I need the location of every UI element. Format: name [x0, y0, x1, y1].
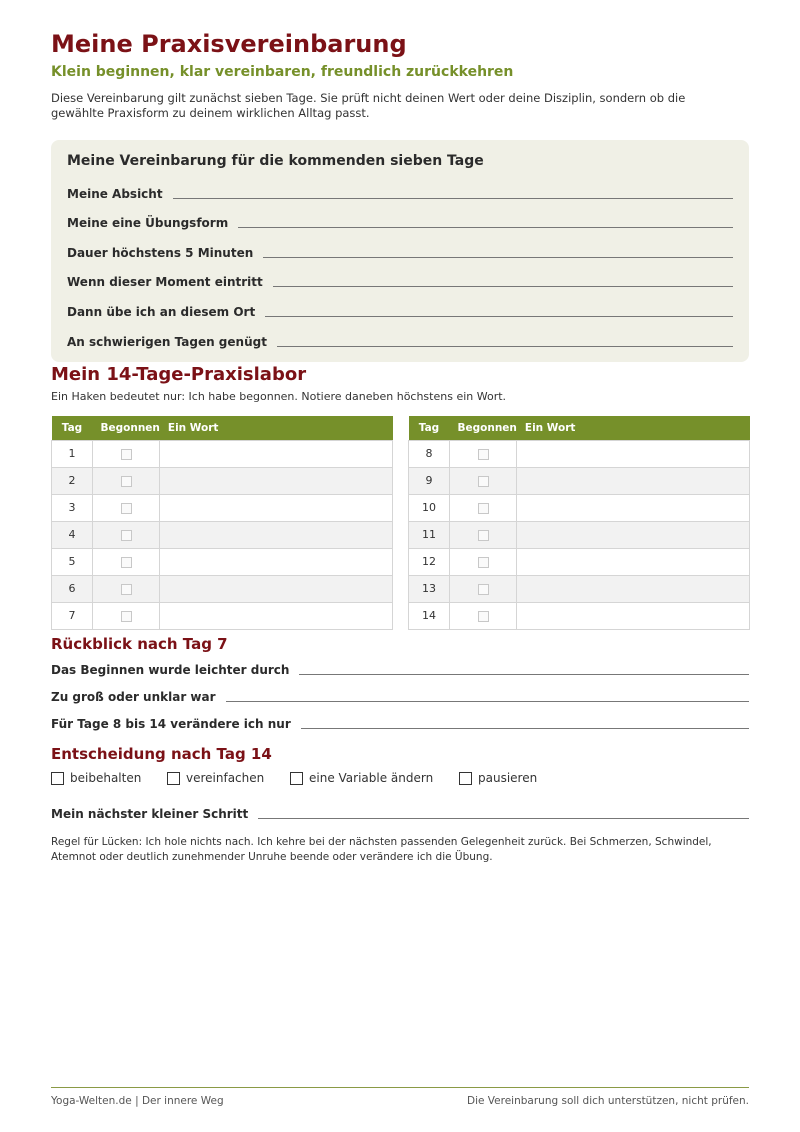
- field-trigger-moment[interactable]: [67, 271, 733, 289]
- day-number: 14: [409, 602, 450, 629]
- started-checkbox[interactable]: [121, 611, 132, 622]
- started-checkbox[interactable]: [121, 503, 132, 514]
- started-checkbox[interactable]: [121, 530, 132, 541]
- field-label: Zu groß oder unklar war: [51, 690, 216, 704]
- word-cell[interactable]: [517, 467, 750, 494]
- write-line[interactable]: [273, 286, 733, 287]
- field-too-big[interactable]: [51, 686, 749, 704]
- table-row: [409, 494, 750, 521]
- field-label: Meine eine Übungsform: [67, 216, 229, 230]
- option-simplify[interactable]: [167, 771, 264, 785]
- day-number: 3: [52, 494, 93, 521]
- field-label: Für Tage 8 bis 14 verändere ich nur: [51, 717, 291, 731]
- option-change-variable[interactable]: [290, 771, 433, 785]
- footer-tagline: Die Vereinbarung soll dich unterstützen, nicht prüfen.: [467, 1095, 749, 1107]
- option-checkbox[interactable]: [51, 772, 64, 785]
- option-label: pausieren: [478, 771, 538, 785]
- table-row: [409, 548, 750, 575]
- column-header-word: Ein Wort: [517, 416, 750, 440]
- table-row: [52, 494, 393, 521]
- word-cell[interactable]: [160, 494, 393, 521]
- lab-title: Mein 14-Tage-Praxislabor: [51, 364, 307, 385]
- write-line[interactable]: [301, 728, 749, 729]
- day-number: 9: [409, 467, 450, 494]
- day-number: 10: [409, 494, 450, 521]
- table-row: [52, 467, 393, 494]
- option-label: eine Variable ändern: [309, 771, 434, 785]
- field-duration[interactable]: [67, 242, 733, 260]
- footer-site: Yoga-Welten.de | Der innere Weg: [51, 1095, 224, 1107]
- option-pause[interactable]: [459, 771, 537, 785]
- table-row: [409, 467, 750, 494]
- field-label: An schwierigen Tagen genügt: [67, 335, 267, 349]
- field-label: Das Beginnen wurde leichter durch: [51, 663, 290, 677]
- lab-table-left: [51, 416, 393, 630]
- field-label: Dann übe ich an diesem Ort: [67, 305, 256, 319]
- column-header-started: Begonnen: [450, 416, 517, 440]
- day-number: 6: [52, 575, 93, 602]
- review-title: Rückblick nach Tag 7: [51, 635, 228, 653]
- day-number: 2: [52, 467, 93, 494]
- started-checkbox[interactable]: [121, 557, 132, 568]
- word-cell[interactable]: [517, 575, 750, 602]
- field-label: Dauer höchstens 5 Minuten: [67, 246, 254, 260]
- day-number: 13: [409, 575, 450, 602]
- table-row: [52, 602, 393, 629]
- field-label: Mein nächster kleiner Schritt: [51, 807, 249, 821]
- gap-rule-text: Regel für Lücken: Ich hole nichts nach. Ich kehre bei der nächsten passenden Gelegenheit zurück. Bei Schmerzen, Schwindel, Atemnot oder deutlich zunehmender Unruhe beende oder verändere ich die Übung.: [51, 836, 712, 863]
- field-easier-through[interactable]: [51, 659, 749, 677]
- day-number: 12: [409, 548, 450, 575]
- table-row: [52, 575, 393, 602]
- started-checkbox[interactable]: [121, 584, 132, 595]
- intro-text: Diese Vereinbarung gilt zunächst sieben Tage. Sie prüft nicht deinen Wert oder deine Disziplin, sondern ob die gewählte Praxisform zu deinem wirklichen Alltag passt.: [51, 91, 686, 120]
- field-difficult-days[interactable]: [67, 331, 733, 349]
- word-cell[interactable]: [517, 602, 750, 629]
- day-number: 4: [52, 521, 93, 548]
- table-row: [52, 521, 393, 548]
- word-cell[interactable]: [517, 440, 750, 467]
- lab-table-right: [408, 416, 750, 630]
- field-label: Meine Absicht: [67, 187, 163, 201]
- started-checkbox[interactable]: [478, 476, 489, 487]
- field-exercise-form[interactable]: [67, 212, 733, 230]
- table-row: [52, 440, 393, 467]
- write-line[interactable]: [277, 346, 733, 347]
- write-line[interactable]: [299, 674, 749, 675]
- column-header-day: Tag: [52, 416, 93, 440]
- option-checkbox[interactable]: [459, 772, 472, 785]
- decision-title: Entscheidung nach Tag 14: [51, 745, 272, 763]
- day-number: 8: [409, 440, 450, 467]
- write-line[interactable]: [173, 198, 733, 199]
- footer-divider: [51, 1087, 749, 1088]
- field-change-next[interactable]: [51, 713, 749, 731]
- word-cell[interactable]: [517, 494, 750, 521]
- table-row: [409, 575, 750, 602]
- day-number: 7: [52, 602, 93, 629]
- page-title: Meine Praxisvereinbarung: [51, 30, 407, 58]
- started-checkbox[interactable]: [478, 530, 489, 541]
- field-label: Wenn dieser Moment eintritt: [67, 275, 263, 289]
- column-header-day: Tag: [409, 416, 450, 440]
- word-cell[interactable]: [517, 548, 750, 575]
- field-intention[interactable]: [67, 183, 733, 201]
- write-line[interactable]: [263, 257, 733, 258]
- option-label: vereinfachen: [186, 771, 265, 785]
- option-checkbox[interactable]: [167, 772, 180, 785]
- started-checkbox[interactable]: [478, 611, 489, 622]
- write-line[interactable]: [238, 227, 733, 228]
- option-keep[interactable]: [51, 771, 141, 785]
- table-row: [52, 548, 393, 575]
- word-cell[interactable]: [160, 521, 393, 548]
- day-number: 5: [52, 548, 93, 575]
- started-checkbox[interactable]: [478, 584, 489, 595]
- word-cell[interactable]: [160, 575, 393, 602]
- started-checkbox[interactable]: [478, 503, 489, 514]
- field-next-step[interactable]: [51, 803, 749, 821]
- started-checkbox[interactable]: [478, 557, 489, 568]
- started-checkbox[interactable]: [121, 449, 132, 460]
- word-cell[interactable]: [160, 548, 393, 575]
- write-line[interactable]: [226, 701, 749, 702]
- column-header-started: Begonnen: [93, 416, 160, 440]
- write-line[interactable]: [265, 316, 733, 317]
- word-cell[interactable]: [160, 602, 393, 629]
- started-checkbox[interactable]: [478, 449, 489, 460]
- day-number: 11: [409, 521, 450, 548]
- option-label: beibehalten: [70, 771, 142, 785]
- day-number: 1: [52, 440, 93, 467]
- agreement-title: Meine Vereinbarung für die kommenden sieben Tage: [67, 153, 484, 169]
- table-row: [409, 602, 750, 629]
- agreement-box: [51, 140, 749, 362]
- option-checkbox[interactable]: [290, 772, 303, 785]
- lab-note: Ein Haken bedeutet nur: Ich habe begonnen. Notiere daneben höchstens ein Wort.: [51, 390, 507, 403]
- word-cell[interactable]: [517, 521, 750, 548]
- page-subtitle: Klein beginnen, klar vereinbaren, freundlich zurückkehren: [51, 64, 514, 80]
- write-line[interactable]: [258, 818, 749, 819]
- field-location[interactable]: [67, 301, 733, 319]
- table-row: [409, 521, 750, 548]
- started-checkbox[interactable]: [121, 476, 132, 487]
- table-row: [409, 440, 750, 467]
- word-cell[interactable]: [160, 467, 393, 494]
- word-cell[interactable]: [160, 440, 393, 467]
- column-header-word: Ein Wort: [160, 416, 393, 440]
